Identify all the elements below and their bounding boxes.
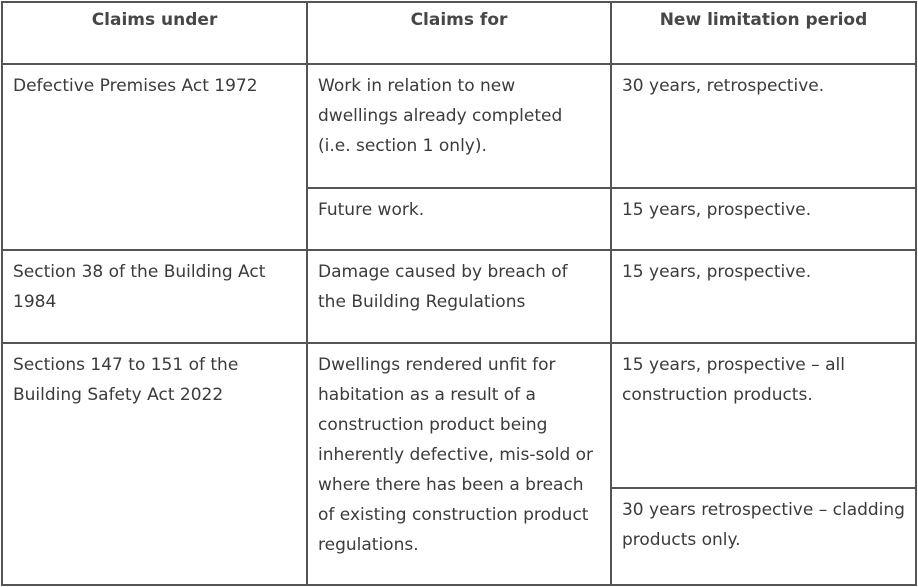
- header-claims-under: Claims under: [2, 2, 307, 64]
- table-row: [2, 250, 916, 343]
- table-row: [2, 64, 916, 188]
- header-claims-for: Claims for: [307, 2, 611, 64]
- cell-claims-for: Work in relation to new dwellings already completed (i.e. section 1 only).: [307, 64, 611, 188]
- cell-limitation-period: 30 years retrospective – cladding products only.: [611, 488, 916, 585]
- cell-claims-for: Future work.: [307, 188, 611, 250]
- cell-limitation-period: 15 years, prospective.: [611, 250, 916, 343]
- cell-limitation-period: 15 years, prospective.: [611, 188, 916, 250]
- cell-claims-for: Dwellings rendered unfit for habitation as a result of a construction product being inherently defective, mis-sold or where there has been a breach of existing construction product regulations.: [307, 343, 611, 585]
- cell-limitation-period: 15 years, prospective – all construction products.: [611, 343, 916, 488]
- table-row: [2, 343, 916, 488]
- cell-claims-under: Sections 147 to 151 of the Building Safety Act 2022: [2, 343, 307, 585]
- cell-claims-under: Defective Premises Act 1972: [2, 64, 307, 250]
- header-new-limitation-period: New limitation period: [611, 2, 916, 64]
- cell-claims-for: Damage caused by breach of the Building Regulations: [307, 250, 611, 343]
- cell-claims-under: Section 38 of the Building Act 1984: [2, 250, 307, 343]
- table-header-row: [2, 2, 916, 64]
- limitation-periods-table: [1, 1, 917, 586]
- cell-limitation-period: 30 years, retrospective.: [611, 64, 916, 188]
